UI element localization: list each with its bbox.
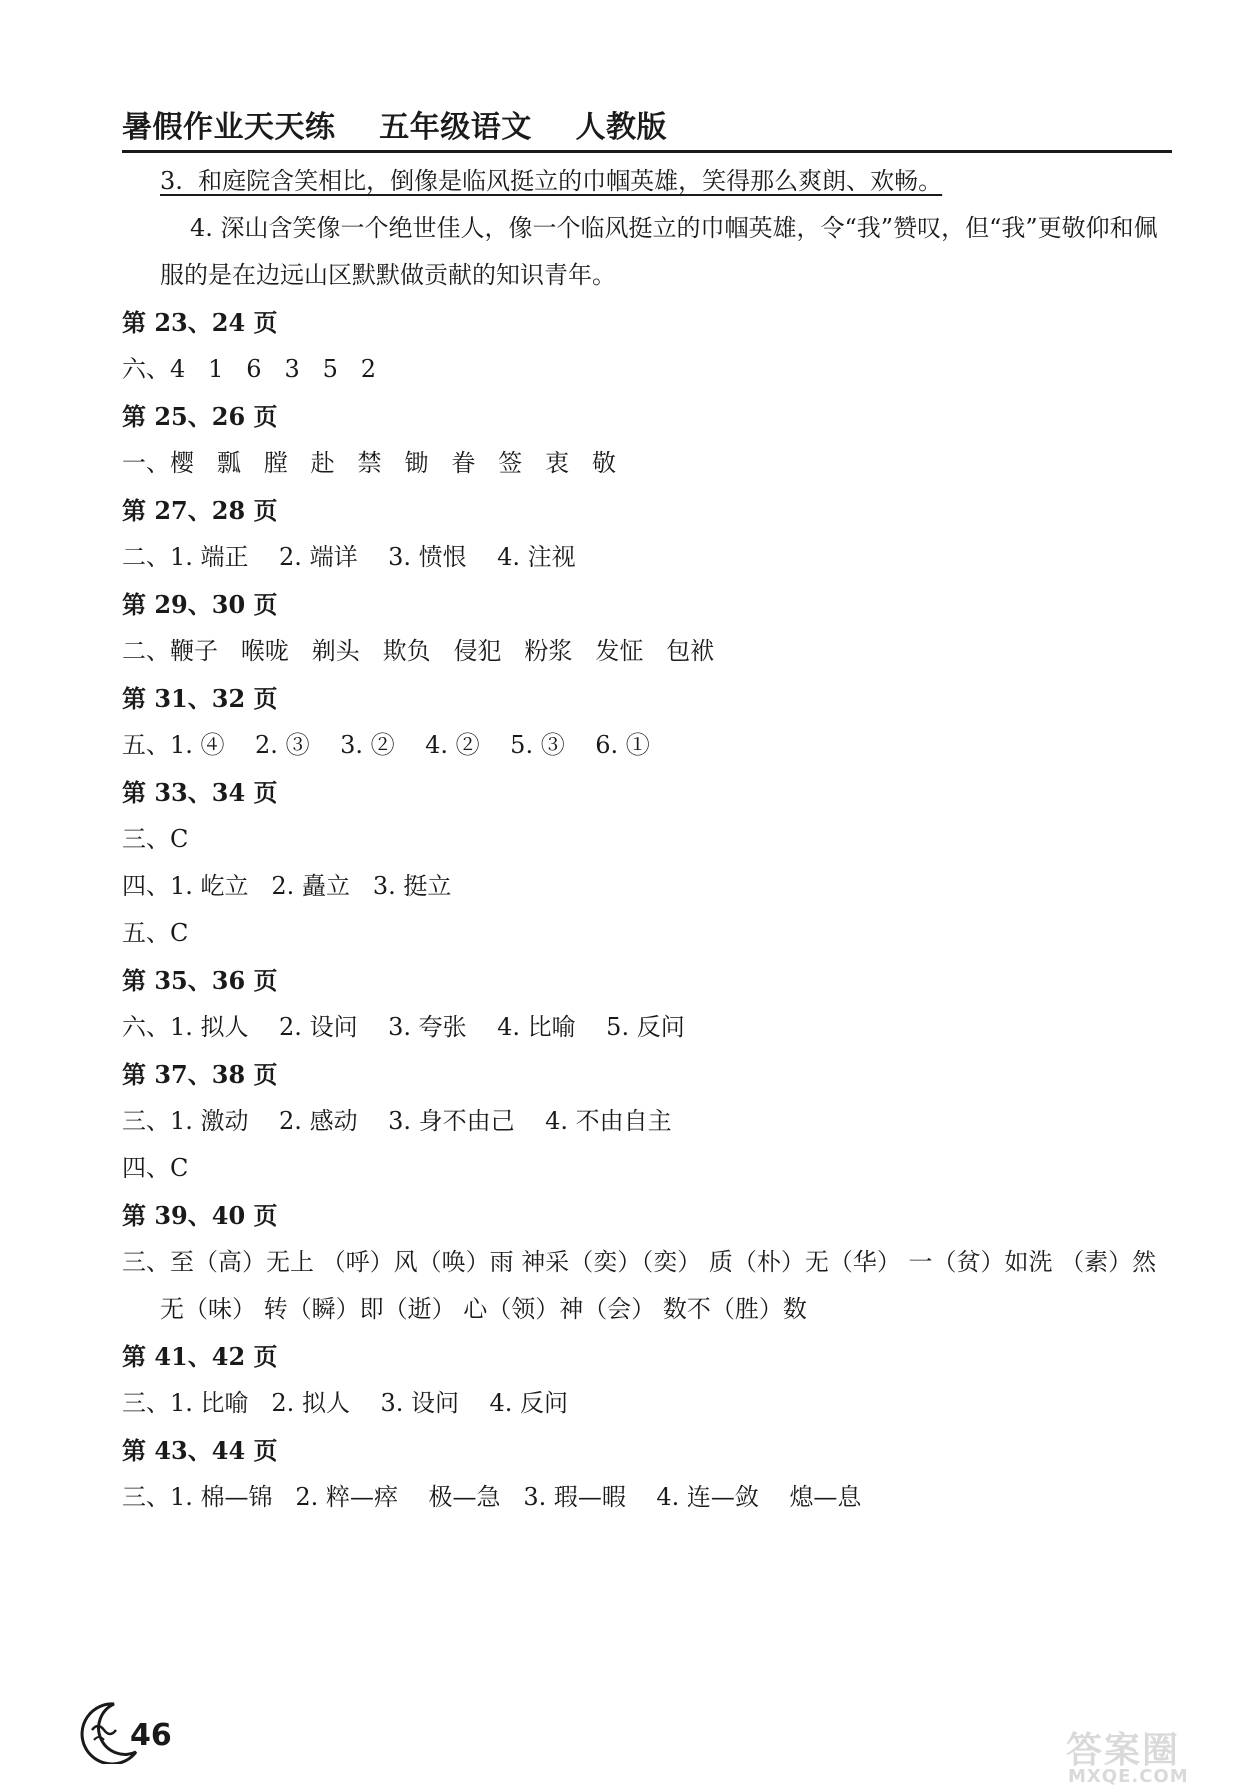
answer-line: 六、1. 拟人 2. 设问 3. 夸张 4. 比喻 5. 反问 (122, 1013, 685, 1041)
answer-line: 五、1. ④ 2. ③ 3. ② 4. ② 5. ③ 6. ① (122, 731, 650, 759)
answer-paragraph: 三、至（高）无上 （呼）风（唤）雨 神采（奕）（奕） 质（朴）无（华） 一（贫）如洗 （素）然无（味） 转（瞬）即（逝） 心（领）神（会） 数不（胜）数 (122, 1248, 1157, 1323)
watermark-url: MXQE.COM (1068, 1766, 1189, 1787)
answer-line: 二、1. 端正 2. 端详 3. 愤恨 4. 注视 (122, 543, 576, 571)
answer-line: 二、鞭子 喉咙 剃头 欺负 侵犯 粉浆 发怔 包袱 (122, 637, 715, 665)
answer-paragraph: 4. 深山含笑像一个绝世佳人，像一个临风挺立的巾帼英雄，令“我”赞叹，但“我”更敬仰和佩服的是在边远山区默默做贡献的知识青年。 (160, 214, 1158, 289)
answer-content (122, 158, 1172, 1521)
page-range-heading: 第 31、32 页 (122, 684, 278, 713)
page-range-heading: 第 33、34 页 (122, 778, 278, 807)
page-number: 46 (130, 1718, 172, 1753)
answer-line: 四、1. 屹立 2. 矗立 3. 挺立 (122, 872, 452, 900)
page-range-heading: 第 43、44 页 (122, 1436, 278, 1465)
page-range-heading: 第 29、30 页 (122, 590, 278, 619)
answer-line: 一、樱 瓢 膛 赴 禁 锄 眷 签 衷 敬 (122, 449, 616, 477)
page-header (122, 100, 1172, 153)
book-title: 暑假作业天天练 五年级语文 人教版 (122, 110, 668, 145)
page-range-heading: 第 27、28 页 (122, 496, 278, 525)
watermark-logo-text: 答案圈 (1066, 1730, 1181, 1771)
page-number-badge (74, 1700, 184, 1764)
answer-line: 三、C (122, 825, 189, 853)
page-range-heading: 第 41、42 页 (122, 1342, 278, 1371)
site-watermark (1060, 1722, 1220, 1788)
answer-line: 六、4 1 6 3 5 2 (122, 355, 377, 383)
answer-line: 三、1. 棉—锦 2. 粹—瘁 极—急 3. 瑕—暇 4. 连—敛 熄—息 (122, 1483, 862, 1511)
answer-line: 四、C (122, 1154, 189, 1182)
page-range-heading: 第 25、26 页 (122, 402, 278, 431)
answer-line: 三、1. 激动 2. 感动 3. 身不由己 4. 不由自主 (122, 1107, 672, 1135)
page-range-heading: 第 37、38 页 (122, 1060, 278, 1089)
page-range-heading: 第 39、40 页 (122, 1201, 278, 1230)
page-range-heading: 第 35、36 页 (122, 966, 278, 995)
answer-line: 三、1. 比喻 2. 拟人 3. 设问 4. 反问 (122, 1389, 569, 1417)
answer-line: 五、C (122, 919, 189, 947)
answer-line: 3. 和庭院含笑相比，倒像是临风挺立的巾帼英雄，笑得那么爽朗、欢畅。 (160, 167, 943, 195)
page-range-heading: 第 23、24 页 (122, 308, 278, 337)
